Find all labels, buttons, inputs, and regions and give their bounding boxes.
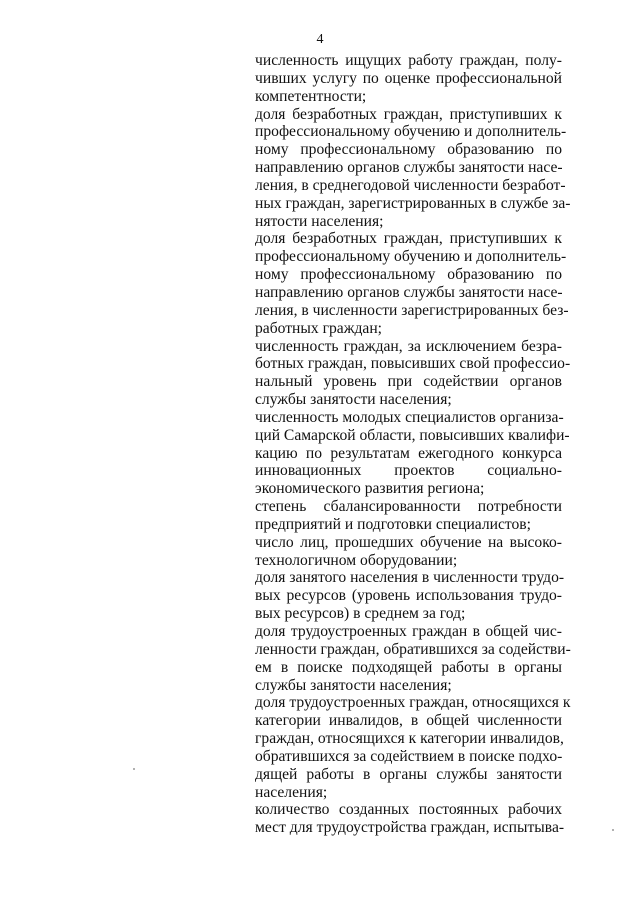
text-line: дящей работы в органы службы занятости (255, 765, 562, 783)
text-line: нятости населения; (255, 212, 384, 230)
text-line: доля трудоустроенных граждан в общей чис- (255, 623, 562, 640)
text-line: категории инвалидов, в общей численности (255, 712, 562, 730)
text-line: направлению органов службы занятости насе- (255, 159, 563, 177)
scan-speck (133, 768, 135, 770)
text-line: ному профессиональному образованию по (255, 266, 562, 284)
text-line: граждан, относящихся к категории инвалидов, (255, 730, 564, 748)
text-line: вых ресурсов (уровень использования трудо- (255, 587, 562, 605)
text-line: чивших услугу по оценке профессиональной (255, 69, 562, 87)
text-line: доля занятого населения в численности трудо- (255, 569, 565, 587)
text-line: ных граждан, зарегистрированных в службе за- (255, 194, 571, 212)
scan-speck (612, 829, 614, 831)
text-line: доля безработных граждан, приступивших к (255, 230, 562, 248)
text-line: профессиональному обучению и дополнитель- (255, 248, 567, 266)
text-line: число лиц, прошедших обучение на высоко- (255, 533, 562, 551)
text-line: работных граждан; (255, 319, 382, 337)
text-line: ем в поиске подходящей работы в органы (255, 658, 562, 676)
text-line: численность молодых специалистов организа- (255, 408, 564, 426)
text-line: доля безработных граждан, приступивших к (255, 105, 562, 123)
text-line: инновационных проектов социально- (255, 462, 562, 480)
text-line: вых ресурсов) в среднем за год; (255, 605, 466, 623)
text-line: количество созданных постоянных рабочих (255, 801, 562, 819)
text-line: компетентности; (255, 87, 367, 105)
text-line: профессиональному обучению и дополнитель- (255, 123, 567, 141)
text-line: степень сбалансированности потребности (255, 498, 562, 516)
text-line: ления, в среднегодовой численности безработ- (255, 176, 566, 194)
text-line: численность ищущих работу граждан, полу- (255, 52, 562, 69)
text-line: населения; (255, 783, 328, 801)
text-line: ций Самарской области, повысивших квалифи- (255, 426, 570, 444)
text-line: обратившихся за содействием в поиске подхо- (255, 747, 563, 765)
text-line: предприятий и подготовки специалистов; (255, 515, 531, 533)
body-text (255, 52, 571, 837)
text-line: численность граждан, за исключением безра- (255, 337, 562, 355)
text-line: направлению органов службы занятости насе- (255, 283, 563, 301)
text-line: ному профессиональному образованию по (255, 141, 562, 159)
text-line: технологичном оборудовании; (255, 551, 458, 569)
text-line: ленности граждан, обратившихся за содействи- (255, 640, 571, 658)
text-line: доля трудоустроенных граждан, относящихся к (255, 694, 571, 712)
text-line: экономического развития региона; (255, 480, 485, 498)
text-line: службы занятости населения; (255, 391, 452, 409)
text-line: кацию по результатам ежегодного конкурса (255, 444, 562, 462)
page-number: 4 (316, 32, 324, 47)
text-line: мест для трудоустройства граждан, испытыва- (255, 819, 565, 837)
text-line: службы занятости населения; (255, 676, 452, 694)
text-line: ления, в численности зарегистрированных без- (255, 301, 569, 319)
text-line: нальный уровень при содействии органов (255, 373, 562, 391)
text-line: ботных граждан, повысивших свой профессио- (255, 355, 571, 373)
